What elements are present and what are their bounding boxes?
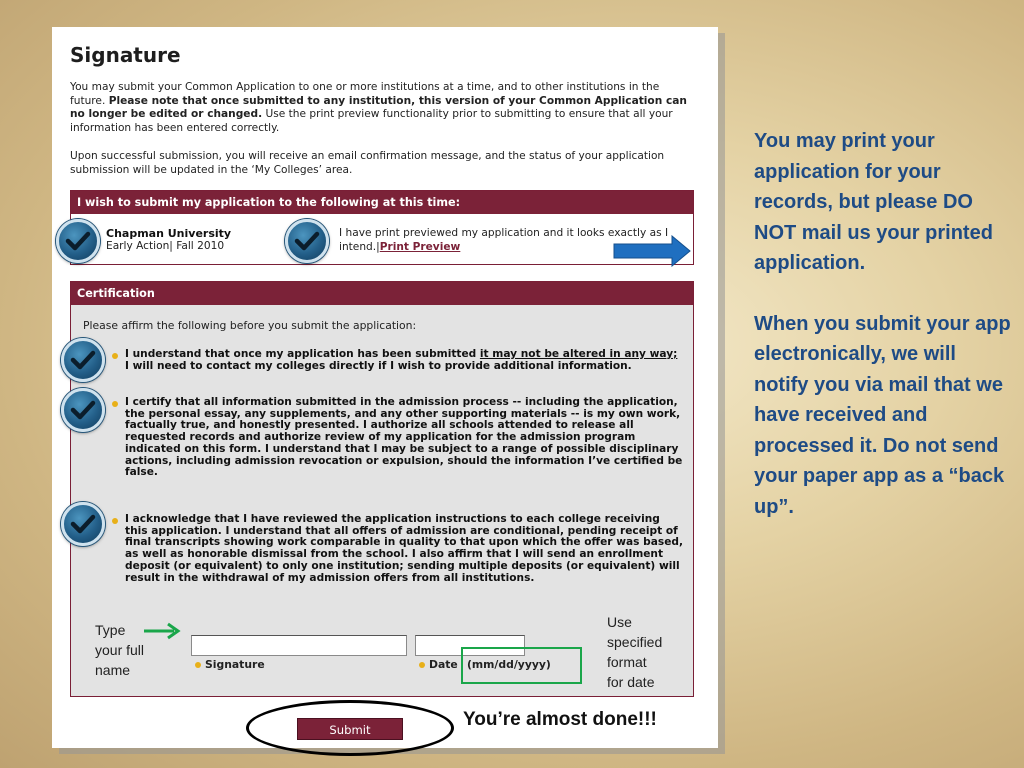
bullet-icon bbox=[419, 662, 425, 668]
side-note-submit: When you submit your app electronically, we will notify you via mail that we have received and processed it. Do not send your paper app as a “back up”. bbox=[754, 312, 1011, 518]
bullet-icon bbox=[195, 662, 201, 668]
certification-item-2: I certify that all information submitted in the admission process -- including the application, the personal essay, any supplements, and any other supporting materials -- is my own work, factually true, and honestly presented. I authorize all schools attended to release all requested records and authorize review of my application for the admission program indicated on this form. I understand that I may be subject to a range of possible disciplinary actions, including admission revocation or expulsion, should the information I’ve certified be false. bbox=[125, 396, 683, 479]
type-name-note: Type your full name bbox=[95, 622, 145, 678]
date-format-note: Use specified format for date bbox=[607, 614, 663, 690]
check-circle-icon bbox=[285, 219, 329, 263]
college-name: Chapman University bbox=[106, 227, 232, 240]
check-circle-icon bbox=[56, 219, 100, 263]
almost-done-callout: You’re almost done!!! bbox=[463, 709, 657, 730]
certification-item-1: I understand that once my application has been submitted it may not be altered in any way; I will need to contact my colleges directly if I wish to provide additional information. bbox=[125, 348, 678, 372]
signature-input[interactable] bbox=[191, 635, 407, 656]
bullet-icon bbox=[112, 353, 118, 359]
intro-paragraph-1: You may submit your Common Application to one or more institutions at a time, and to other institutions in the future. Please note that once submitted to any institution, this version of your Common Application can no longer be edited or changed. Use the print preview functionality prior to submitting to ensure that all your information has been entered correctly. bbox=[70, 81, 687, 134]
check-circle-icon bbox=[61, 338, 105, 382]
certification-lead: Please affirm the following before you submit the application: bbox=[83, 319, 417, 332]
date-label: Date bbox=[429, 658, 458, 671]
submit-button-highlight bbox=[246, 700, 454, 756]
side-instructions bbox=[754, 126, 1012, 522]
arrow-right-icon bbox=[612, 235, 692, 267]
section-header: I wish to submit my application to the following at this time: bbox=[71, 191, 693, 214]
page-title: Signature bbox=[70, 43, 181, 67]
certification-item-3: I acknowledge that I have reviewed the application instructions to each college receiving this application. I understand that all offers of admission are conditional, pending receipt of final transcripts showing work comparable in quality to that upon which the offer was based, as well as honorable dismissal from the school. I also affirm that I will send an enrollment deposit (or equivalent) to only one institution; sending multiple deposits (or equivalent) will result in the withdrawal of my admission offers from all institutions. bbox=[125, 513, 683, 584]
section-header: Certification bbox=[71, 282, 693, 305]
submit-to-section bbox=[70, 190, 694, 265]
check-circle-icon bbox=[61, 388, 105, 432]
college-plan: Early Action| Fall 2010 bbox=[106, 240, 225, 252]
submit-button[interactable]: Submit bbox=[297, 718, 403, 740]
arrow-right-icon bbox=[143, 622, 183, 640]
check-circle-icon bbox=[61, 502, 105, 546]
side-note-print: You may print your application for your records, but please DO NOT mail us your printed application. bbox=[754, 130, 993, 274]
bullet-icon bbox=[112, 401, 118, 407]
print-preview-statement: I have print previewed my application and it looks exactly as I intend.|Print Preview bbox=[339, 227, 669, 253]
print-preview-link[interactable]: Print Preview bbox=[379, 240, 461, 253]
bullet-icon bbox=[112, 518, 118, 524]
date-format-hint: (mm/dd/yyyy) bbox=[467, 658, 551, 671]
signature-label: Signature bbox=[205, 658, 265, 671]
intro-paragraph-2: Upon successful submission, you will receive an email confirmation message, and the status of your application submission will be updated in the ‘My Colleges’ area. bbox=[70, 150, 665, 176]
date-format-highlight bbox=[461, 647, 582, 684]
